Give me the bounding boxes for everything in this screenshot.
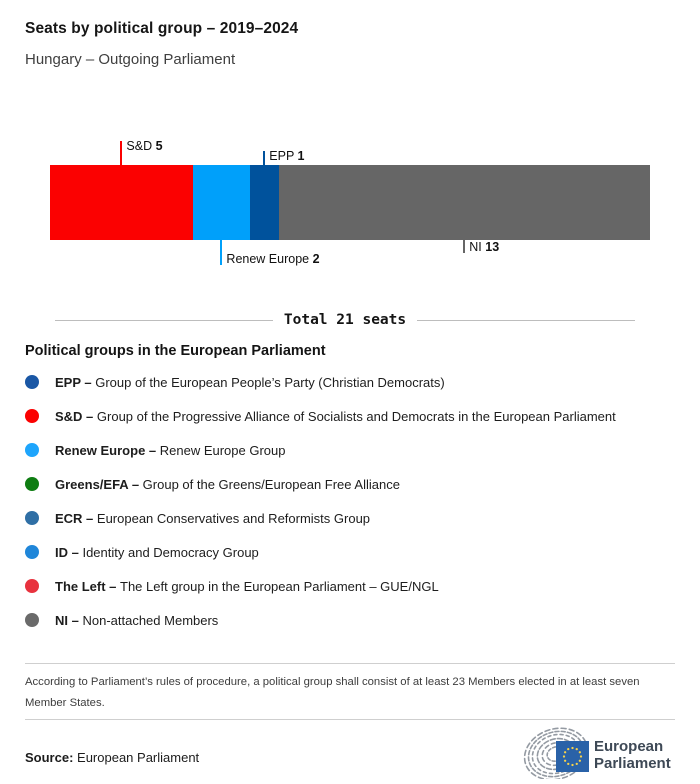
legend-label — [55, 545, 259, 560]
source-line — [25, 750, 199, 765]
page-title: Seats by political group – 2019–2024 — [25, 20, 299, 37]
legend-label — [55, 613, 218, 628]
bar-label-name: NI — [469, 240, 486, 254]
page-subtitle: Hungary – Outgoing Parliament — [25, 51, 236, 68]
legend-row-s-d — [25, 399, 685, 433]
bar-tick-ni — [463, 240, 465, 253]
divider-line-left — [55, 320, 273, 321]
legend-dot-icon — [25, 409, 39, 423]
logo-line1: European — [594, 738, 664, 755]
legend-desc: European Conservatives and Reformists Group — [96, 510, 371, 526]
bar-label-seats: 2 — [312, 252, 320, 266]
legend-desc: Group of the European People’s Party (Christian Democrats) — [95, 374, 445, 390]
bar-segment-epp — [250, 165, 279, 240]
bar-segment-renew-europe — [193, 165, 250, 240]
bar-label-name: Renew Europe — [226, 252, 313, 266]
legend-row-epp — [25, 365, 685, 399]
legend-dot-icon — [25, 511, 39, 525]
legend-desc: Group of the Greens/European Free Alliance — [142, 476, 400, 492]
legend-abbr: Renew Europe – — [55, 442, 160, 458]
bar-tick-epp — [263, 151, 265, 165]
bar-segment-s-d — [50, 165, 193, 240]
bar-tick-s-d — [120, 141, 122, 165]
legend-abbr: S&D – — [55, 408, 97, 424]
footnote: According to Parliament’s rules of procedure, a political group shall consist of at least 23 Members elected in at least seven Member States. — [25, 676, 640, 709]
bar-label-seats: 1 — [297, 149, 305, 163]
european-parliament-logo-icon — [522, 727, 590, 779]
legend-label — [55, 375, 445, 390]
bar-label-seats: 5 — [155, 139, 163, 153]
legend-row-id — [25, 535, 685, 569]
bar-tick-renew-europe — [220, 240, 222, 265]
legend-list — [25, 365, 685, 637]
legend-desc: Identity and Democracy Group — [82, 544, 259, 560]
legend-label — [55, 511, 370, 526]
legend-dot-icon — [25, 443, 39, 457]
legend-heading: Political groups in the European Parliament — [25, 343, 326, 359]
bar-label-epp — [269, 149, 304, 163]
logo-line2: Parliament — [594, 754, 671, 772]
legend-abbr: ECR – — [55, 510, 97, 526]
legend-row-greens-efa — [25, 467, 685, 501]
legend-abbr: EPP – — [55, 374, 96, 390]
seats-bar-chart — [0, 0, 700, 300]
bar-label-renew-europe — [226, 252, 319, 266]
divider-line-right — [417, 320, 635, 321]
legend-dot-icon — [25, 375, 39, 389]
footnote-rule-bottom — [25, 719, 675, 720]
legend-desc: Group of the Progressive Alliance of Socialists and Democrats in the European Parliament — [96, 408, 616, 424]
legend-abbr: NI – — [55, 612, 83, 628]
legend-dot-icon — [25, 613, 39, 627]
legend-label — [55, 443, 286, 458]
source-label: Source: — [25, 750, 74, 765]
bar-label-name: EPP — [269, 149, 298, 163]
legend-abbr: The Left – — [55, 578, 121, 594]
source-value-text: European Parliament — [77, 750, 200, 765]
legend-dot-icon — [25, 477, 39, 491]
european-parliament-logo-text — [594, 739, 671, 772]
legend-row-ecr — [25, 501, 685, 535]
legend-row-the-left — [25, 569, 685, 603]
legend-row-ni — [25, 603, 685, 637]
legend-label — [55, 477, 400, 492]
legend-desc: Renew Europe Group — [159, 442, 286, 458]
legend-abbr: Greens/EFA – — [55, 476, 143, 492]
total-seats-divider — [55, 312, 635, 328]
bar-label-name: S&D — [126, 139, 156, 153]
bar-label-seats: 13 — [485, 240, 500, 254]
bar-label-ni — [469, 240, 499, 254]
bar-label-s-d — [126, 139, 162, 153]
legend-desc: Non-attached Members — [82, 612, 219, 628]
legend-dot-icon — [25, 579, 39, 593]
footnote-rule-top — [25, 663, 675, 664]
bar-segment-ni — [279, 165, 650, 240]
legend-row-renew-europe — [25, 433, 685, 467]
legend-dot-icon — [25, 545, 39, 559]
total-seats-label: Total 21 seats — [283, 312, 407, 328]
legend-desc: The Left group in the European Parliament – GUE/NGL — [120, 578, 439, 594]
legend-abbr: ID – — [55, 544, 83, 560]
legend-label — [55, 409, 616, 424]
legend-label — [55, 579, 439, 594]
